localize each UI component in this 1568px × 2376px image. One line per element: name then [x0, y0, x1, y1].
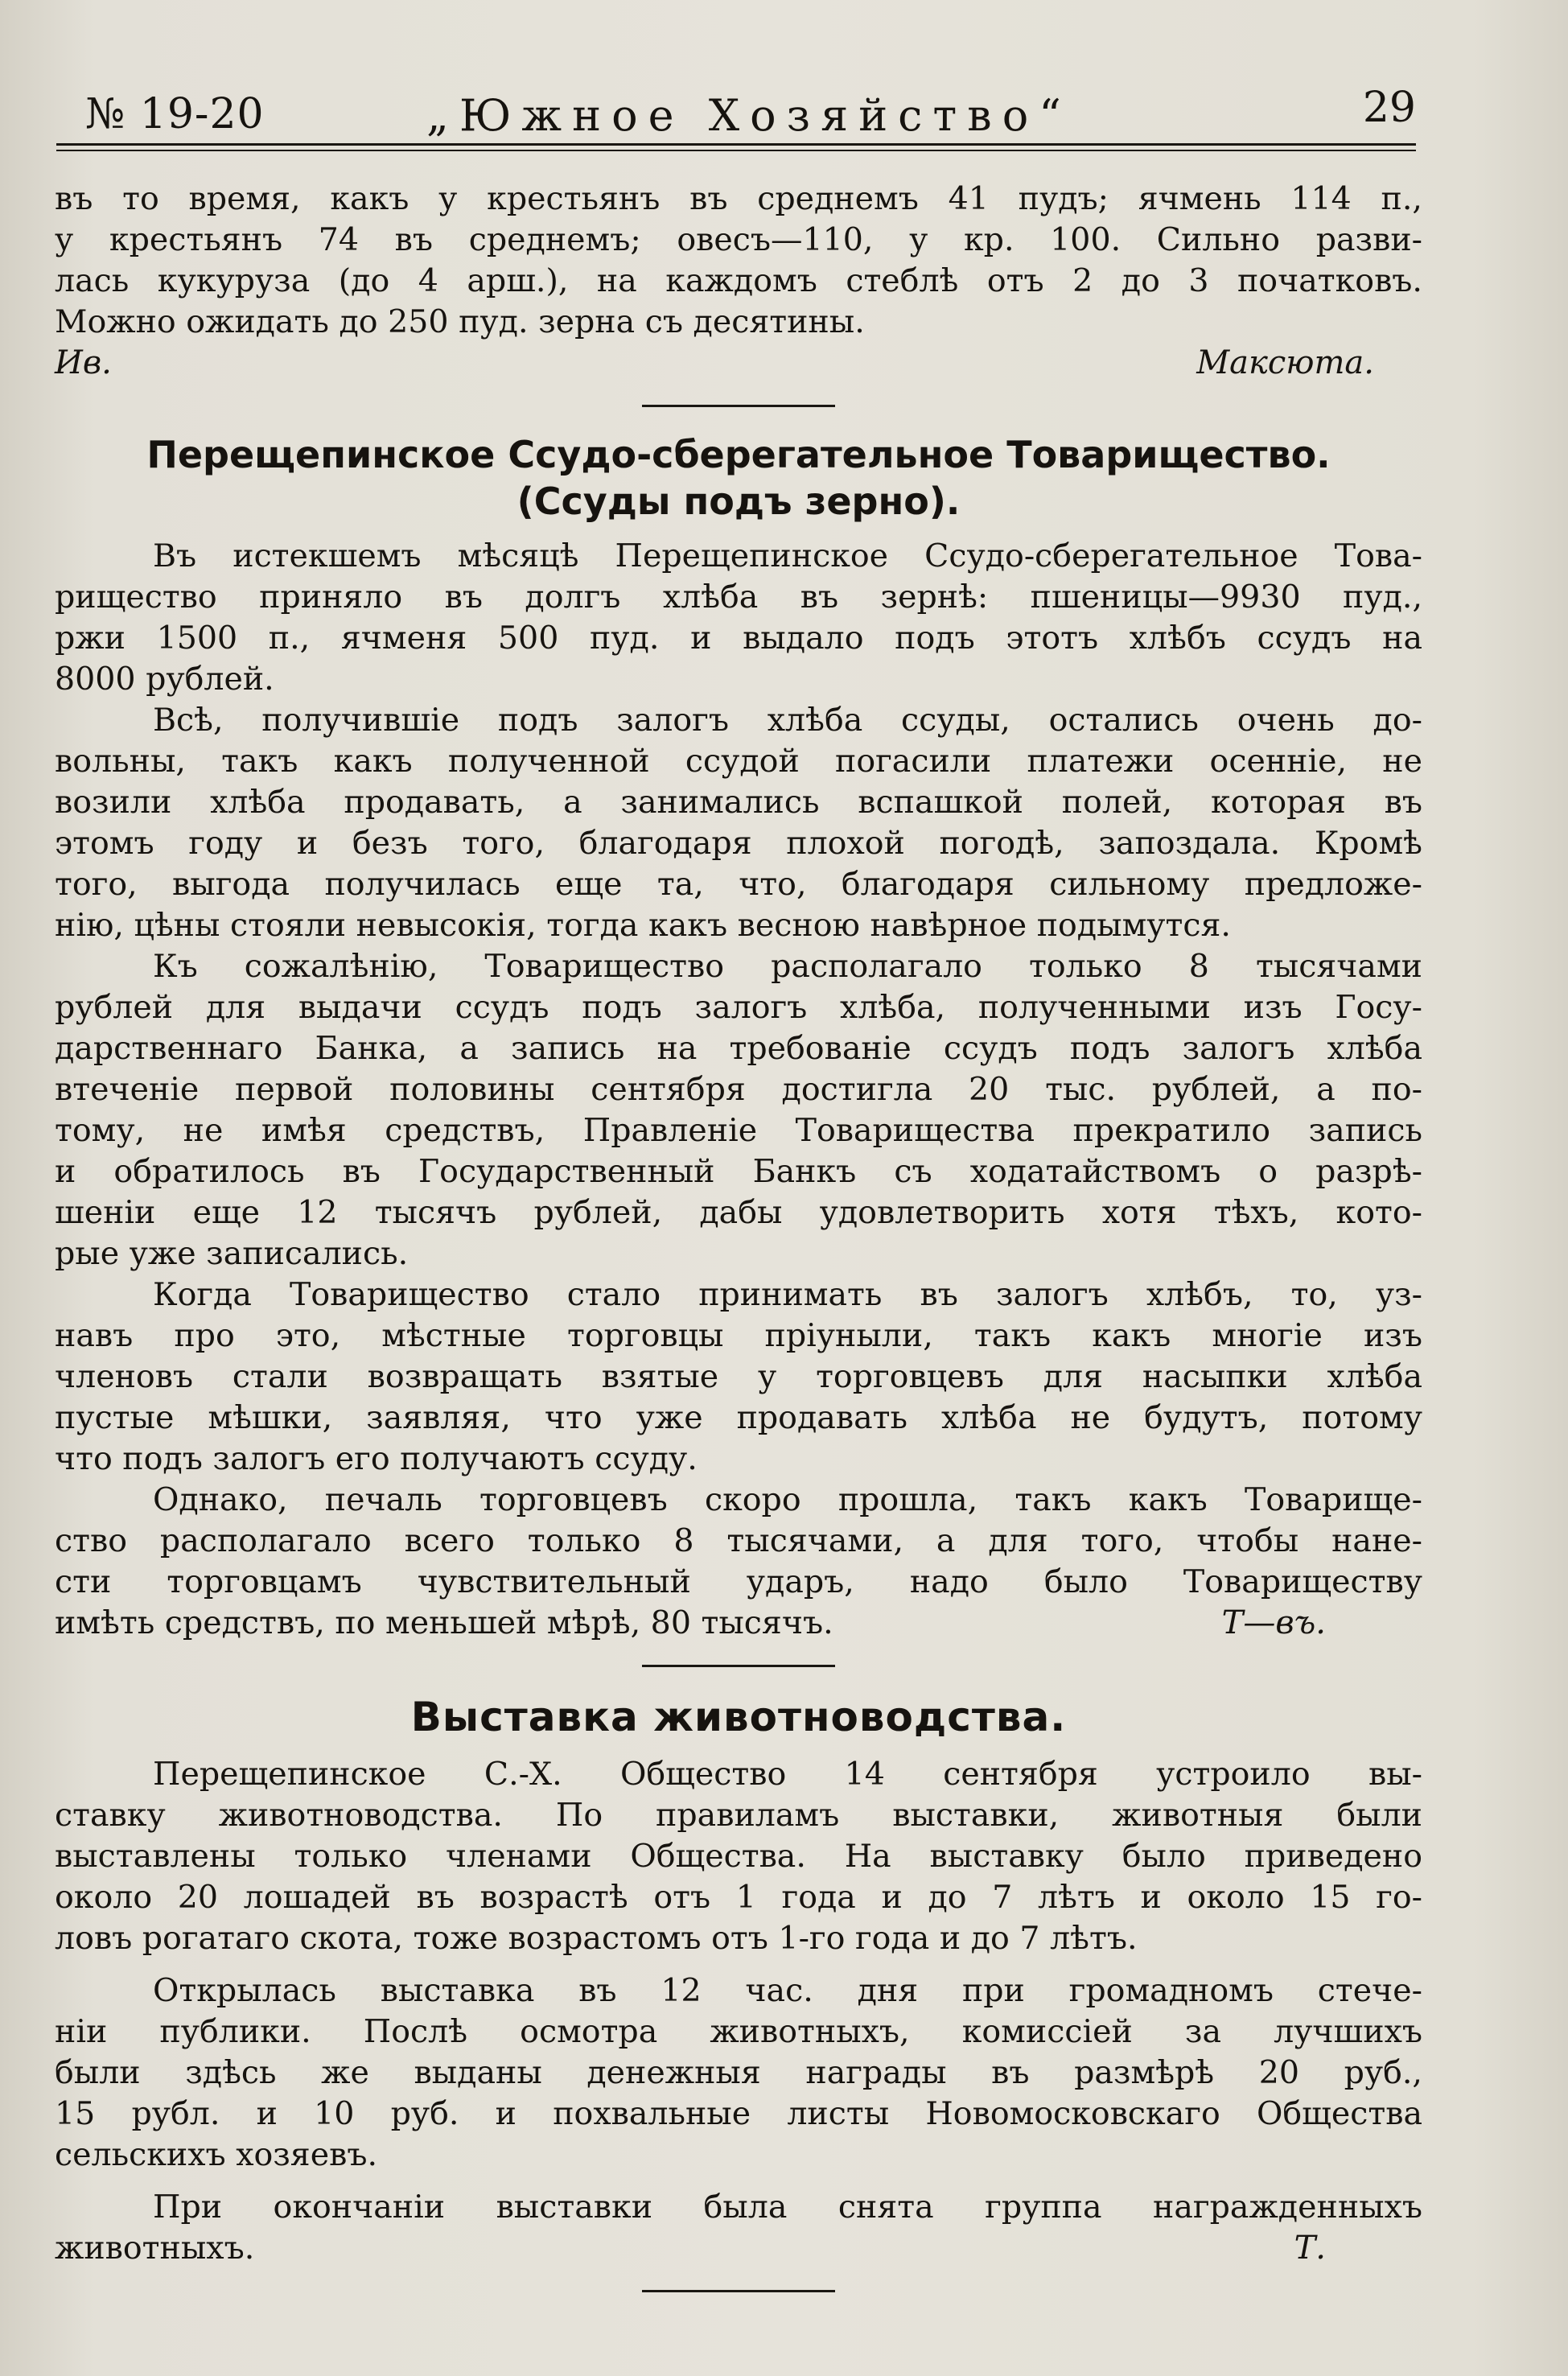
- text-line-content: животныхъ.: [55, 2230, 255, 2267]
- text-line: лась кукуруза (до 4 арш.), на каждомъ стеблѣ отъ 2 до 3 початковъ.: [55, 262, 1422, 299]
- text-line: Можно ожидать до 250 пуд. зерна съ десятины.: [55, 303, 865, 340]
- article-paragraph: [55, 700, 1422, 946]
- text-line: [55, 1603, 1422, 1644]
- page-number: 29: [1362, 84, 1416, 132]
- author-signature: Ив. Максюта.: [55, 344, 1374, 381]
- header-rule: [56, 143, 1416, 146]
- header-rule-thin: [56, 150, 1416, 151]
- text-line: навъ про это, мѣстные торговцы пріуныли, такъ какъ многіе изъ: [55, 1317, 1422, 1354]
- text-line: этомъ году и безъ того, благодаря плохой погодѣ, запоздала. Кромѣ: [55, 825, 1422, 862]
- text-line: Открылась выставка въ 12 час. дня при громадномъ стече-: [153, 1972, 1422, 2009]
- text-line: вольны, такъ какъ полученной ссудой погасили платежи осенніе, не: [55, 743, 1422, 780]
- text-line: были здѣсь же выданы денежныя награды въ размѣрѣ 20 руб.,: [55, 2054, 1422, 2091]
- text-line: выставлены только членами Общества. На выставку было приведено: [55, 1838, 1422, 1875]
- text-line: шеніи еще 12 тысячъ рублей, дабы удовлетворить хотя тѣхъ, кото-: [55, 1194, 1422, 1231]
- article-paragraph: [55, 1970, 1422, 2176]
- text-line: и обратилось въ Государственный Банкъ съ ходатайствомъ о разрѣ-: [55, 1153, 1422, 1190]
- page-header: [56, 80, 1416, 153]
- author-signature: Т.: [1294, 2230, 1326, 2267]
- text-line: дарственнаго Банка, а запись на требованіе ссудъ подъ залогъ хлѣба: [55, 1030, 1422, 1067]
- journal-title: „Южное Хозяйство“: [426, 90, 1072, 141]
- issue-number: № 19-20: [85, 90, 265, 138]
- text-line: Всѣ, получившіе подъ залогъ хлѣба ссуды, остались очень до-: [153, 702, 1422, 739]
- article-paragraph: [55, 2187, 1422, 2269]
- section-divider: [642, 1665, 835, 1667]
- text-line: въ то время, какъ у крестьянъ въ среднемъ 41 пудъ; ячмень 114 п.,: [55, 180, 1422, 217]
- article-paragraph: [55, 1480, 1422, 1644]
- text-line: того, выгода получилась еще та, что, благодаря сильному предложе-: [55, 866, 1422, 903]
- text-line: около 20 лошадей въ возрастѣ отъ 1 года и до 7 лѣтъ и около 15 го-: [55, 1879, 1422, 1916]
- text-line: ство располагало всего только 8 тысячами, а для того, чтобы нане-: [55, 1522, 1422, 1559]
- article-paragraph: [55, 536, 1422, 700]
- text-line: рищество приняло въ долгъ хлѣба въ зернѣ: пшеницы—9930 пуд.,: [55, 579, 1422, 616]
- text-line: Однако, печаль торговцевъ скоро прошла, такъ какъ Товарище-: [153, 1481, 1422, 1518]
- article-title: Выставка животноводства.: [410, 1694, 1067, 1740]
- text-line: Когда Товарищество стало принимать въ залогъ хлѣбъ, то, уз-: [153, 1276, 1422, 1313]
- text-line: Къ сожалѣнію, Товарищество располагало только 8 тысячами: [153, 948, 1422, 985]
- intro-paragraph: [55, 179, 1422, 343]
- text-line: членовъ стали возвращать взятые у торговцевъ для насыпки хлѣба: [55, 1358, 1422, 1395]
- text-line: у крестьянъ 74 въ среднемъ; овесъ—110, у кр. 100. Сильно разви-: [55, 221, 1422, 258]
- text-line: втеченіе первой половины сентября достигла 20 тыс. рублей, а по-: [55, 1071, 1422, 1108]
- article-title: Перещепинское Ссудо-сберегательное Товарищество.: [146, 433, 1331, 476]
- text-line: При окончаніи выставки была снята группа награжденныхъ: [153, 2189, 1422, 2226]
- text-line: рые уже записались.: [55, 1235, 409, 1272]
- text-line: рублей для выдачи ссудъ подъ залогъ хлѣба, полученными изъ Госу-: [55, 989, 1422, 1026]
- text-line: сельскихъ хозяевъ.: [55, 2136, 378, 2173]
- text-line-content: имѣть средствъ, по меньшей мѣрѣ, 80 тысячъ.: [55, 1604, 833, 1641]
- article-paragraph: [55, 946, 1422, 1274]
- text-line: сти торговцамъ чувствительный ударъ, надо было Товариществу: [55, 1563, 1422, 1600]
- text-line: нію, цѣны стояли невысокія, тогда какъ весною навѣрное подымутся.: [55, 907, 1231, 944]
- text-line: что подъ залогъ его получаютъ ссуду.: [55, 1440, 698, 1477]
- section-divider: [642, 2290, 835, 2292]
- text-line: возили хлѣба продавать, а занимались вспашкой полей, которая въ: [55, 784, 1422, 821]
- article-paragraph: [55, 1754, 1422, 1959]
- section-divider: [642, 405, 835, 407]
- page-body: [55, 179, 1422, 2316]
- text-line: ніи публики. Послѣ осмотра животныхъ, комиссіей за лучшихъ: [55, 2013, 1422, 2050]
- text-line: ставку животноводства. По правиламъ выставки, животныя были: [55, 1797, 1422, 1834]
- text-line: [55, 2228, 1422, 2269]
- author-signature: Т—въ.: [1221, 1604, 1326, 1641]
- text-line: Въ истекшемъ мѣсяцѣ Перещепинское Ссудо-сберегательное Това-: [153, 537, 1422, 574]
- text-line: 15 рубл. и 10 руб. и похвальные листы Новомосковскаго Общества: [55, 2095, 1422, 2132]
- article-paragraph: [55, 1274, 1422, 1480]
- text-line: 8000 рублей.: [55, 661, 274, 698]
- article-subtitle: (Ссуды подъ зерно).: [516, 480, 961, 523]
- text-line: тому, не имѣя средствъ, Правленіе Товарищества прекратило запись: [55, 1112, 1422, 1149]
- text-line: ловъ рогатаго скота, тоже возрастомъ отъ 1-го года и до 7 лѣтъ.: [55, 1920, 1138, 1957]
- text-line: ржи 1500 п., ячменя 500 пуд. и выдало подъ этотъ хлѣбъ ссудъ на: [55, 620, 1422, 657]
- text-line: пустые мѣшки, заявляя, что уже продавать хлѣба не будутъ, потому: [55, 1399, 1422, 1436]
- text-line: Перещепинское С.-Х. Общество 14 сентября устроило вы-: [153, 1756, 1422, 1793]
